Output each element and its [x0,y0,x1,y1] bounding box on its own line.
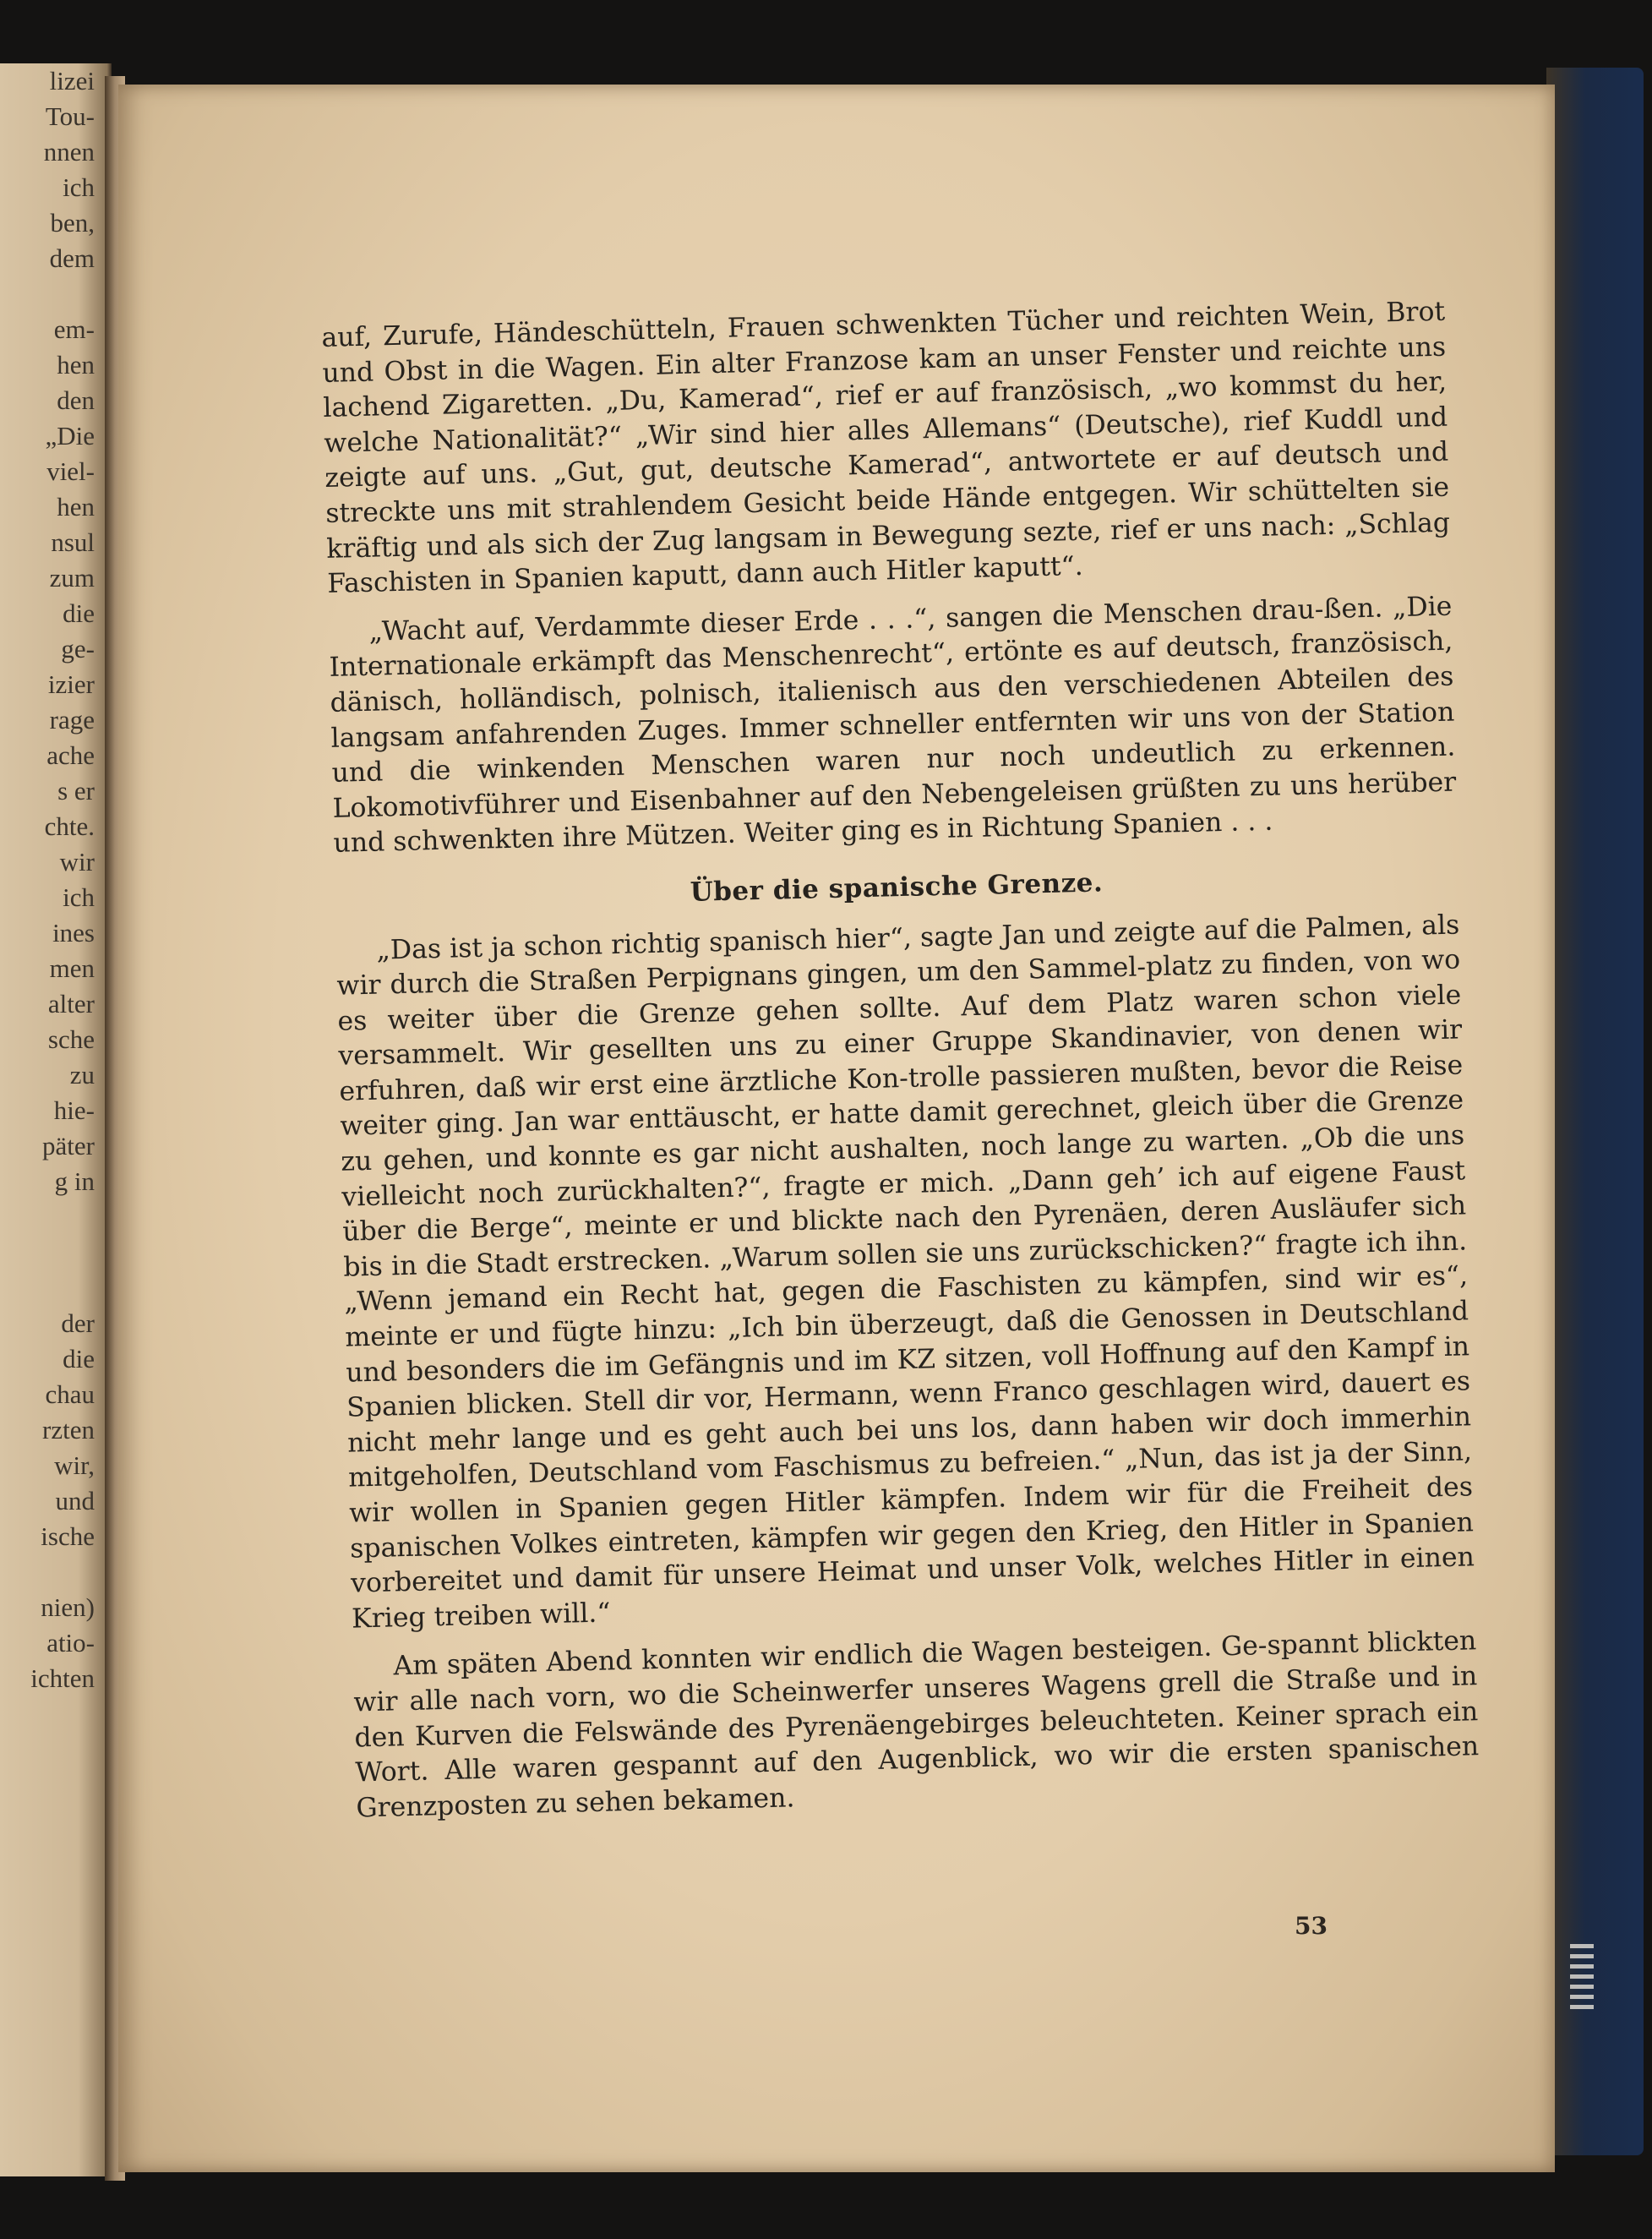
left-page-fragment: sche [47,1024,95,1054]
book-cover-edge [1546,68,1644,2155]
left-page-fragment: ische [41,1521,95,1551]
left-page-fragment: dem [49,243,95,273]
left-page-fragment: zu [69,1060,95,1089]
left-page-fragment [0,1554,95,1590]
left-page-fragment: ich [63,882,95,912]
left-page-fragment: ichten [30,1663,95,1693]
left-page-fragment: nsul [51,527,95,557]
section-heading: Über die spanische Grenze. [690,867,1104,908]
left-page-fragment: g in [54,1166,95,1196]
left-page-fragment [0,1270,95,1306]
paragraph-3: „Das ist ja schon richtig spanisch hier“, sagte Jan und zeigte auf die Palmen, als wir durch die Straßen Perpignans gingen, um den Sammel-platz zu finden, von wo es weiter über die Grenze gehen sollte. Auf dem Platz waren schon viele versammelt. Wir gesellten uns zu einer Gruppe Skandinavier, von denen wir erfuhren, daß wir erst eine ärztliche Kon-trolle passieren mußten, bevor die Reise weiter ging. Jan war enttäuscht, er hatte damit gerechnet, gleich über die Grenze zu gehen, und konnte es gar nicht aushalten, noch lange zu warten. „Ob die uns vielleicht noch zurückhalten?“, fragte er mich. „Dann geh’ ich auf eigene Faust über die Berge“, meinte er und blickte nach den Pyrenäen, deren Ausläufer sich bis in die Stadt erstrecken. „Warum sollen sie uns zurückschicken?“ fragte ich ihn. „Wenn jemand ein Recht hat, gegen die Faschisten zu kämpfen, sind wir es“, meinte er und fügte hinzu: „Ich bin überzeugt, daß die Genossen in Deutschland und besonders die im Gefängnis und im KZ sitzen, voll Hoffnung auf den Kampf in Spanien blicken. Stell dir vor, Hermann, wenn Franco geschlagen wird, dauert es nicht mehr lange und es geht auch bei uns los, dann haben wir doch immerhin mitgeholfen, Deutschland vom Faschismus zu befreien.“ „Nun, das ist ja der Sinn, wir wollen in Spanien gegen Hitler kämpfen. Indem wir für die Freiheit des spanischen Volkes eintreten, kämpfen wir gegen den Krieg, den Hitler in Spanien vorbereitet und damit für unsere Heimat und unser Volk, welches Hitler in einen Krieg treiben will.“ [336,909,1475,1635]
paragraph-2: „Wacht auf, Verdammte dieser Erde . . .“, sangen die Menschen drau-ßen. „Die Internationale erkämpft das Menschenrecht“, ertönte es auf deutsch, französisch, dänisch, holländisch, polnisch, italienisch aus den verschiedenen Abteilen des langsam anfahrenden Zuges. Immer schneller entfernten wir uns von der Station und die winkenden Menschen waren nur noch undeutlich zu erkennen. Lokomotivführer und Eisenbahner auf den Nebengeleisen grüßten zu uns herüber und schwenkten ihre Mützen. Weiter ging es in Richtung Spanien . . . [329,591,1457,860]
left-page-fragment: alter [47,989,95,1018]
left-page-fragment: wir, [54,1450,95,1480]
left-page-fragment: päter [42,1131,95,1160]
left-page-fragment: zum [49,563,95,593]
left-page-fragment: men [49,953,95,983]
left-page-fragment: der [61,1308,95,1338]
left-page-fragment: und [55,1486,95,1515]
left-page-edge [0,63,112,2176]
left-page-fragment: den [57,385,95,415]
left-page-fragment: hen [57,350,95,380]
left-page-fragment: atio- [46,1628,95,1657]
left-page-fragment: die [63,598,95,628]
left-page-fragment: ge- [61,634,95,664]
left-page-fragment: ben, [50,208,95,238]
left-page-fragment: lizei [49,66,95,96]
left-page-fragment: s er [57,776,95,805]
left-page-fragment: ich [63,172,95,202]
left-page-fragment: die [63,1344,95,1373]
left-page-fragment: Tou- [45,101,95,131]
left-page-fragment: nnen [43,137,95,167]
left-page-fragment [0,276,95,312]
left-page-fragment: rage [49,705,95,735]
left-page-fragment: ache [46,740,95,770]
paragraph-4: Am späten Abend konnten wir endlich die Wagen besteigen. Ge-spannt blickten wir alle nach vorn, wo die Scheinwerfer unseres Wagens grell die Straße und in den Kurven die Felswände des Pyrenäengebirges beleuchteten. Keiner sprach ein Wort. Alle waren gespannt auf den Augenblick, wo wir die ersten spanischen Grenzposten zu sehen bekamen. [353,1625,1480,1824]
left-page-fragment: nien) [41,1592,95,1622]
left-page-fragment [0,1199,95,1235]
page-number: 53 [1295,1912,1328,1940]
left-page-fragment: ines [52,918,95,947]
left-page-fragment: chte. [44,811,95,841]
book-page [118,85,1555,2172]
paragraph-1: auf, Zurufe, Händeschütteln, Frauen schwenkten Tücher und reichten Wein, Brot und Obst in die Wagen. Ein alter Franzose kam an unser Fenster und reichte uns lachend Zigaretten. „Du, Kamerad“, rief er auf französisch, „wo kommst du her, welche Nationalität?“ „Wir sind hier alles Allemans“ (Deutsche), rief Kuddl und zeigte auf uns. „Gut, gut, deutsche Kamerad“, antwortete er auf deutsch und streckte uns mit strahlendem Gesicht beide Hände entgegen. Wir schüttelten sie kräftig und als sich der Zug langsam in Bewegung sezte, rief er uns nach: „Schlag Faschisten in Spanien kaputt, dann auch Hitler kaputt“. [321,296,1451,600]
left-page-fragment: hen [57,492,95,522]
left-page-fragment: wir [59,847,95,876]
left-page-fragment: hie- [53,1095,95,1125]
left-page-fragment: chau [45,1379,95,1409]
left-page-fragment [0,1235,95,1270]
cover-edge-marks [1570,1944,1594,2012]
left-page-fragment: rzten [42,1415,95,1444]
left-page-text-fragments [0,63,95,1696]
page-text-block [321,295,1480,1827]
left-page-fragment: „Die [45,421,95,451]
left-page-fragment: em- [53,314,95,344]
left-page-fragment: izier [47,669,95,699]
left-page-fragment: viel- [46,456,95,486]
